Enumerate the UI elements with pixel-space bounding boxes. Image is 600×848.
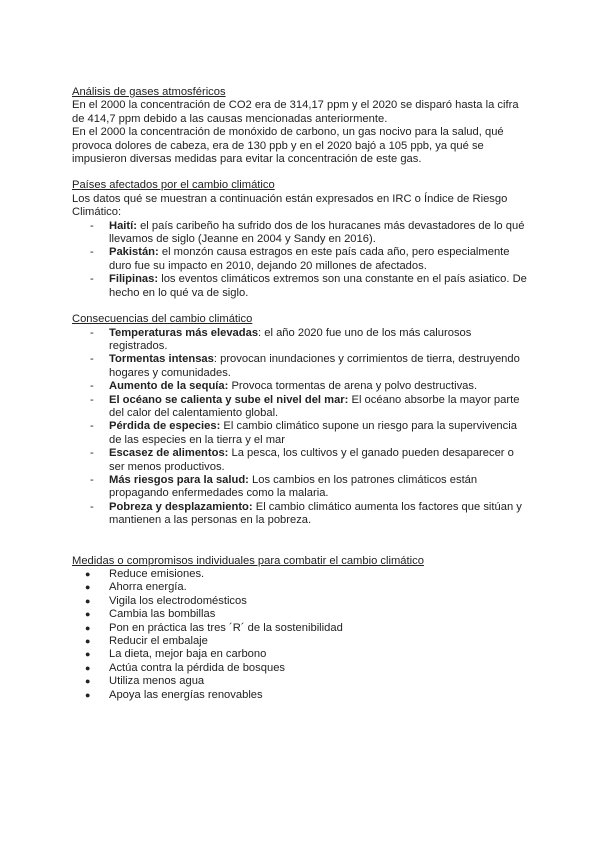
dash-marker: -	[90, 420, 94, 433]
list-item	[72, 622, 532, 635]
dash-marker: -	[90, 273, 94, 286]
item-text: el país caribeño ha sufrido dos de los huracanes más devastadores de lo qué llevamos de siglo (Jeanne en 2004 y Sandy en 2016).	[109, 219, 525, 246]
item-text: : provocan inundaciones y corrimientos de tierra, destruyendo hogares y comunidades.	[109, 353, 520, 379]
item-bold-label: Pérdida de especies:	[109, 420, 221, 433]
item-bold-label: El océano se calienta y sube el nivel del mar:	[109, 393, 349, 406]
item-bold-label: Temperaturas más elevadas	[109, 326, 259, 339]
item-text: Reduce emisiones.	[109, 568, 205, 580]
item-bold-label: Más riesgos para la salud:	[109, 473, 249, 486]
list-item	[72, 635, 532, 648]
list-item	[72, 327, 532, 354]
gases-paragraph-co: En el 2000 la concentración de monóxido de carbono, un gas nocivo para la salud, qué provoca dolores de cabeza, era de 130 ppb y en el 2020 bajó a 105 ppb, ya qué se impusieron diversas medidas para evitar la concentración de este gas.	[72, 126, 504, 166]
dash-marker: -	[90, 473, 94, 486]
document-page	[72, 86, 532, 702]
bullet-marker: ●	[85, 676, 91, 687]
list-item	[72, 447, 532, 474]
item-text: El océano absorbe la mayor parte del calor del calentamiento global.	[109, 393, 520, 419]
list-item	[72, 474, 532, 501]
item-text: Reducir el embalaje	[109, 635, 208, 648]
dash-marker: -	[90, 219, 94, 232]
bullet-marker: ●	[85, 689, 91, 700]
item-text: Utiliza menos agua	[109, 675, 205, 688]
item-bold-label: Aumento de la sequía:	[109, 380, 229, 393]
dash-marker: -	[90, 447, 94, 460]
bullet-marker: ●	[85, 622, 91, 633]
list-item	[72, 581, 532, 594]
item-text: Provoca tormentas de arena y polvo destructivas.	[228, 380, 478, 393]
item-bold-label: Escasez de alimentos:	[109, 447, 229, 460]
item-text: El cambio climático supone un riesgo para la supervivencia de las especies en la tierra y el mar	[109, 420, 517, 446]
dash-marker: -	[90, 393, 94, 406]
list-item	[72, 246, 532, 273]
dash-marker: -	[90, 380, 94, 393]
item-bold-label: Pakistán:	[109, 246, 159, 259]
item-bold-label: Haití:	[109, 219, 137, 232]
item-text: : el año 2020 fue uno de los más calurosos registrados.	[109, 326, 472, 352]
list-item	[72, 689, 532, 702]
list-item	[72, 648, 532, 661]
list-item	[72, 608, 532, 621]
list-item	[72, 353, 532, 380]
item-bold-label: Pobreza y desplazamiento:	[109, 500, 253, 513]
item-text: Cambia las bombillas	[109, 608, 216, 621]
bullet-marker: ●	[85, 649, 91, 660]
bullet-marker: ●	[85, 569, 91, 579]
list-item	[72, 273, 532, 300]
item-text: Apoya las energías renovables	[109, 688, 263, 701]
item-text: Pon en práctica las tres ´R´ de la sostenibilidad	[109, 621, 343, 634]
bullet-marker: ●	[85, 582, 91, 593]
bullet-marker: ●	[85, 636, 91, 647]
list-item	[72, 380, 532, 393]
item-text: los eventos climáticos extremos son una constante en el país asiatico. De hecho en lo qué va de siglo.	[109, 273, 527, 299]
bullet-marker: ●	[85, 662, 91, 673]
item-bold-label: Filipinas:	[109, 273, 159, 286]
item-text: Ahorra energía.	[109, 581, 187, 594]
list-item	[72, 662, 532, 675]
dash-marker: -	[90, 246, 94, 259]
list-item	[72, 595, 532, 608]
paises-list	[72, 220, 532, 300]
section-title-gases: Análisis de gases atmosféricos	[72, 86, 226, 98]
dash-marker: -	[90, 353, 94, 366]
item-text: Los cambios en los patrones climáticos están propagando enfermedades como la malaria.	[109, 473, 478, 500]
dash-marker: -	[90, 500, 94, 513]
item-text: Vigila los electrodomésticos	[109, 594, 247, 607]
gases-paragraph-co2: En el 2000 la concentración de CO2 era de 314,17 ppm y el 2020 se disparó hasta la cifra de 414,7 ppm debido a las causas mencionadas anteriormente.	[72, 99, 519, 125]
list-item	[72, 675, 532, 688]
bullet-marker: ●	[85, 609, 91, 620]
dash-marker: -	[90, 326, 94, 339]
medidas-list	[72, 568, 532, 702]
paises-intro: Los datos qué se muestran a continuación están expresados en IRC o Índice de Riesgo Climático:	[72, 192, 508, 219]
section-title-medidas: Medidas o compromisos individuales para combatir el cambio climático	[72, 554, 424, 567]
list-item	[72, 220, 532, 247]
item-bold-label: Tormentas intensas	[109, 353, 214, 366]
section-title-paises: Países afectados por el cambio climático	[72, 179, 275, 192]
item-text: La dieta, mejor baja en carbono	[109, 648, 267, 661]
item-text: el monzón causa estragos en este país cada año, pero especialmente duro fue su impacto en 2010, dejando 20 millones de afectados.	[109, 246, 510, 272]
list-item	[72, 420, 532, 447]
item-text: El cambio climático aumenta los factores que sitúan y mantienen a las personas en la pobreza.	[109, 500, 522, 527]
item-text: La pesca, los cultivos y el ganado pueden desaparecer o ser menos productivos.	[109, 447, 514, 473]
consecuencias-list	[72, 327, 532, 528]
bullet-marker: ●	[85, 595, 91, 606]
item-text: Actúa contra la pérdida de bosques	[109, 661, 286, 674]
list-item	[72, 568, 532, 581]
list-item	[72, 394, 532, 421]
list-item	[72, 501, 532, 528]
section-title-consecuencias: Consecuencias del cambio climático	[72, 313, 253, 326]
